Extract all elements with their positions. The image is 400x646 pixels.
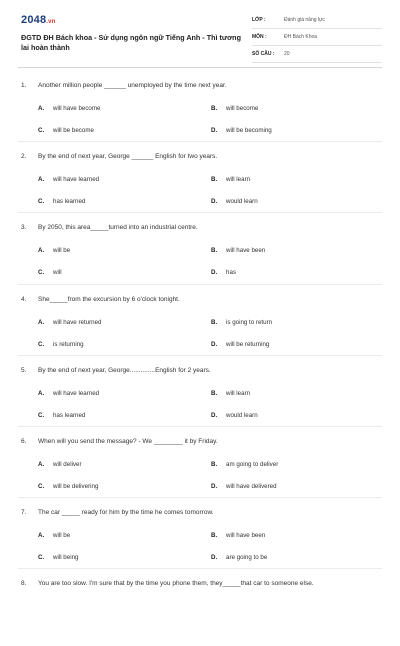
option-text: will have been	[226, 532, 266, 540]
option-letter: B.	[211, 176, 218, 184]
option-text: am going to deliver	[226, 460, 279, 468]
option-letter: B.	[211, 389, 218, 397]
option-text: would learn	[226, 198, 258, 206]
question-item	[0, 147, 400, 218]
meta-row-class	[252, 14, 382, 29]
meta-label: SỐ CÂU :	[252, 51, 275, 57]
question-number: 5.	[21, 366, 27, 374]
option-letter: A.	[38, 318, 45, 326]
option-text: are going to be	[226, 554, 268, 562]
option-letter: D.	[211, 554, 218, 562]
meta-label: LỚP :	[252, 17, 266, 23]
option-text: will being	[53, 554, 79, 562]
option-text: will have learned	[53, 389, 100, 397]
answer-option-b[interactable]	[211, 105, 258, 112]
answer-option-d[interactable]	[211, 269, 236, 276]
option-text: will deliver	[53, 460, 82, 468]
question-item	[0, 76, 400, 147]
answer-option-a[interactable]	[38, 319, 102, 326]
option-letter: B.	[211, 318, 218, 326]
question-text: You are too slow. I'm sure that by the time you phone them, they_____that car to someone else.	[38, 580, 314, 588]
answer-option-a[interactable]	[38, 390, 99, 397]
option-letter: C.	[38, 127, 45, 134]
option-text: is returning	[53, 340, 84, 348]
question-text: By 2050, this area_____turned into an industrial centre.	[38, 224, 198, 232]
question-item	[0, 290, 400, 361]
option-text: will have been	[226, 247, 266, 255]
answer-option-b[interactable]	[211, 390, 250, 397]
meta-value: Đánh giá năng lực	[284, 17, 325, 23]
logo-suffix-text: .vn	[46, 19, 56, 25]
answer-option-d[interactable]	[211, 198, 258, 205]
question-item	[0, 361, 400, 432]
meta-value: 20	[284, 51, 290, 57]
option-letter: C.	[38, 411, 45, 419]
option-letter: B.	[211, 460, 218, 468]
question-item	[0, 432, 400, 503]
worksheet-header	[0, 0, 400, 62]
option-text: will	[53, 269, 62, 277]
option-text: will be returning	[226, 340, 270, 348]
option-text: will be becoming	[226, 127, 272, 134]
meta-value: ĐH Bách Khoa	[284, 34, 318, 40]
question-item	[0, 574, 400, 645]
logo-main-text: 2048	[21, 14, 47, 26]
answer-option-d[interactable]	[211, 341, 269, 348]
question-text: By the end of next year, George..............English for 2 years.	[38, 366, 211, 374]
option-text: will have returned	[53, 318, 102, 326]
option-letter: A.	[38, 105, 45, 112]
answer-option-c[interactable]	[38, 554, 78, 561]
option-letter: D.	[211, 340, 218, 348]
option-letter: D.	[211, 269, 218, 277]
question-text: By the end of next year, George ______ English for two years.	[38, 153, 218, 161]
option-letter: C.	[38, 198, 45, 206]
option-letter: C.	[38, 340, 45, 348]
answer-option-b[interactable]	[211, 532, 265, 539]
option-text: has	[226, 269, 236, 277]
option-letter: D.	[211, 198, 218, 206]
answer-option-c[interactable]	[38, 341, 84, 348]
answer-option-b[interactable]	[211, 247, 265, 254]
option-letter: A.	[38, 532, 45, 540]
answer-option-c[interactable]	[38, 483, 98, 490]
option-text: will be	[53, 532, 71, 540]
option-letter: B.	[211, 105, 218, 112]
option-letter: A.	[38, 176, 45, 184]
option-text: has learned	[53, 411, 86, 419]
meta-row-question-count	[252, 48, 382, 63]
option-letter: A.	[38, 460, 45, 468]
option-text: will be delivering	[53, 482, 99, 490]
question-number: 8.	[21, 580, 27, 588]
answer-option-d[interactable]	[211, 127, 272, 134]
document-title: ĐGTD ĐH Bách khoa - Sử dụng ngôn ngữ Tiếng Anh - Thì tương lai hoàn thành	[21, 33, 241, 52]
question-number: 7.	[21, 509, 27, 517]
meta-info-box	[252, 14, 382, 65]
meta-row-subject	[252, 31, 382, 46]
answer-option-b[interactable]	[211, 176, 250, 183]
option-letter: D.	[211, 482, 218, 490]
question-number: 6.	[21, 437, 27, 445]
option-text: will learn	[226, 176, 251, 184]
option-letter: C.	[38, 482, 45, 490]
option-letter: A.	[38, 389, 45, 397]
question-item	[0, 503, 400, 574]
option-text: is going to return	[226, 318, 273, 326]
answer-option-a[interactable]	[38, 105, 100, 112]
meta-label: MÔN :	[252, 34, 267, 40]
answer-option-c[interactable]	[38, 198, 85, 205]
option-letter: D.	[211, 127, 218, 134]
option-letter: C.	[38, 554, 45, 562]
answer-option-a[interactable]	[38, 461, 82, 468]
answer-option-c[interactable]	[38, 127, 94, 134]
answer-option-b[interactable]	[211, 461, 278, 468]
question-number: 3.	[21, 224, 27, 232]
answer-option-a[interactable]	[38, 247, 70, 254]
header-divider	[18, 67, 382, 68]
option-letter: B.	[211, 532, 218, 540]
answer-option-c[interactable]	[38, 269, 62, 276]
question-text: Another million people ______ unemployed by the time next year.	[38, 82, 227, 89]
answer-option-a[interactable]	[38, 532, 70, 539]
option-text: has learned	[53, 198, 86, 206]
question-number: 1.	[21, 82, 27, 89]
answer-option-a[interactable]	[38, 176, 99, 183]
option-text: will be	[53, 247, 71, 255]
option-text: will be become	[53, 127, 94, 134]
option-text: will become	[226, 105, 259, 112]
option-text: will have become	[53, 105, 101, 112]
question-text: When will you send the message? - We ________ it by Friday.	[38, 437, 218, 445]
option-letter: A.	[38, 247, 45, 255]
option-text: will have learned	[53, 176, 100, 184]
answer-option-d[interactable]	[211, 412, 258, 419]
option-text: will have delivered	[226, 482, 277, 490]
answer-option-c[interactable]	[38, 412, 85, 419]
question-number: 2.	[21, 153, 27, 161]
option-text: will learn	[226, 389, 251, 397]
option-letter: B.	[211, 247, 218, 255]
answer-option-b[interactable]	[211, 319, 272, 326]
question-number: 4.	[21, 295, 27, 303]
question-item	[0, 218, 400, 289]
option-text: would learn	[226, 411, 258, 419]
question-list	[0, 76, 400, 646]
question-text: The car _____ ready for him by the time he comes tomorrow.	[38, 509, 214, 517]
answer-option-d[interactable]	[211, 554, 267, 561]
site-logo[interactable]	[21, 14, 56, 26]
question-text: She_____from the excursion by 6 o'clock tonight.	[38, 295, 180, 303]
answer-option-d[interactable]	[211, 483, 277, 490]
option-letter: C.	[38, 269, 45, 277]
option-letter: D.	[211, 411, 218, 419]
